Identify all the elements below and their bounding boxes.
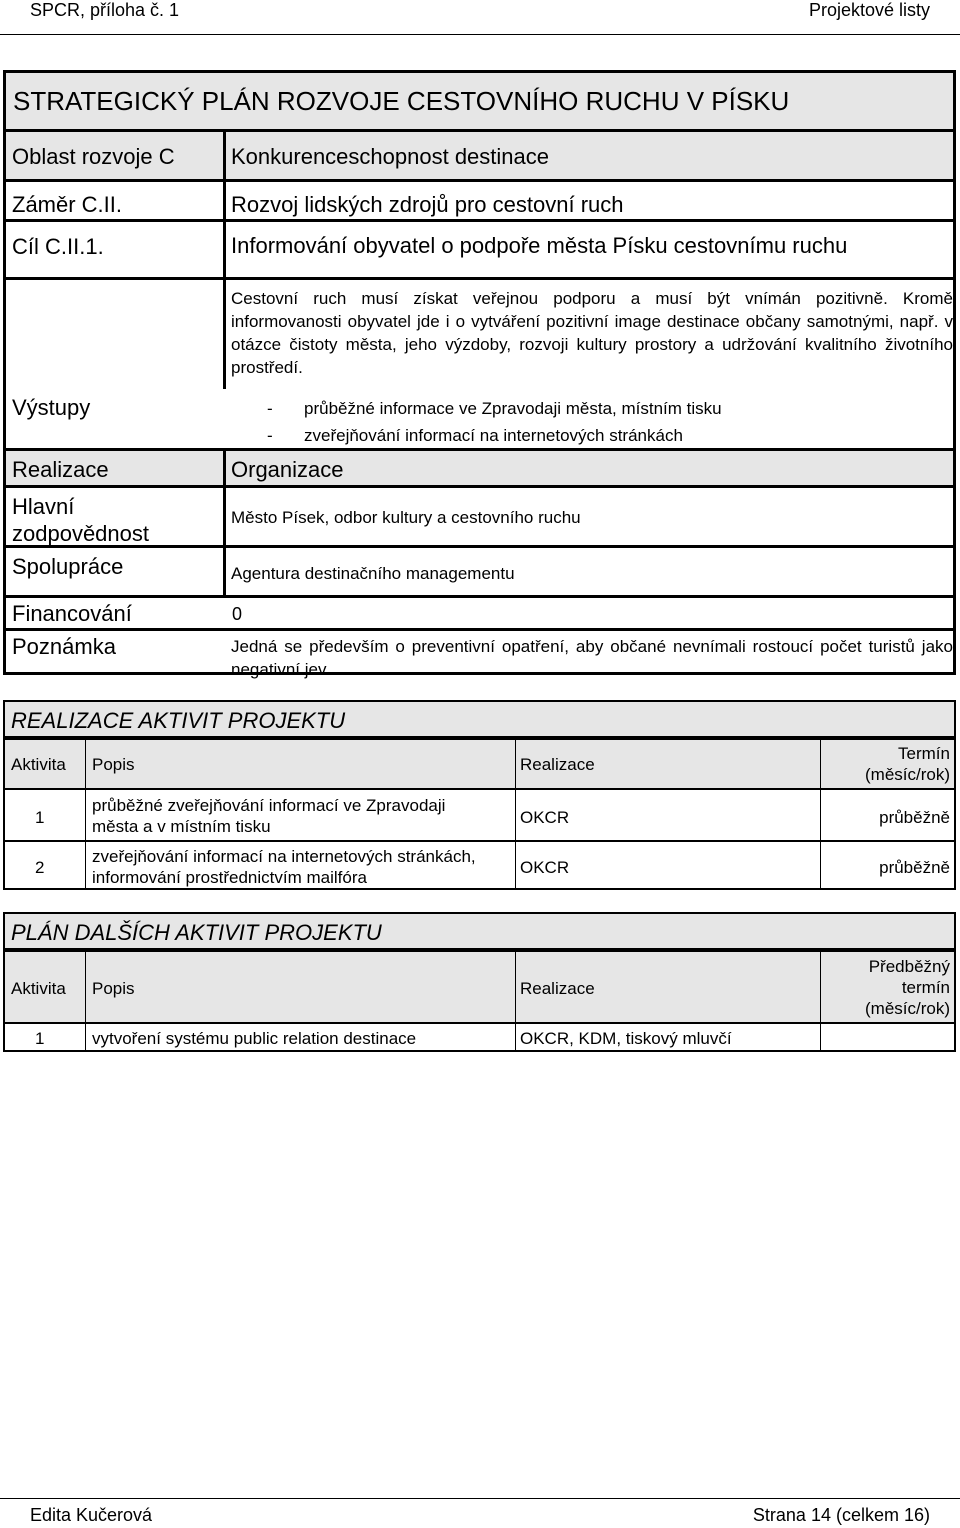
row-financovani xyxy=(6,595,953,631)
footer-rule xyxy=(0,1498,960,1499)
header-aktivita: Aktivita xyxy=(11,755,66,774)
realizace-value: Organizace xyxy=(231,457,344,482)
row-zamer xyxy=(6,179,953,222)
zamer-label: Záměr C.II. xyxy=(12,192,123,217)
poznamka-label: Poznámka xyxy=(12,634,116,659)
row-realizace xyxy=(6,448,953,488)
plan-title-bar xyxy=(6,73,953,132)
column-divider xyxy=(85,952,86,1050)
plan-aktivit-title-bar xyxy=(3,912,956,950)
column-divider xyxy=(85,740,86,888)
header-realizace: Realizace xyxy=(520,755,595,774)
header-right: Projektové listy xyxy=(808,0,930,20)
table-row xyxy=(5,790,954,840)
header-termin: Předběžný termín (měsíc/rok) xyxy=(865,957,950,1018)
oblast-label: Oblast rozvoje C xyxy=(12,144,175,169)
plan-aktivit-table xyxy=(3,950,956,1052)
footer-page-number: Strana 14 (celkem 16) xyxy=(752,1505,930,1525)
row-popis: průběžné zveřejňování informací ve Zpravodaji města a v místním tisku xyxy=(92,796,446,836)
realizace-label: Realizace xyxy=(12,457,109,482)
vystupy-item: - zveřejňování informací na internetových stránkách xyxy=(267,426,683,445)
column-divider xyxy=(515,952,516,1050)
row-spoluprace xyxy=(6,545,953,598)
column-divider xyxy=(223,448,226,595)
row-realizace: OKCR xyxy=(520,858,570,877)
vystupy-list xyxy=(267,395,722,449)
row-hlavni-zodpovednost xyxy=(6,485,953,548)
row-vystupy xyxy=(6,389,953,445)
header-popis: Popis xyxy=(92,755,135,774)
spoluprace-label: Spolupráce xyxy=(12,554,124,579)
vystupy-label: Výstupy xyxy=(12,395,91,420)
row-poznamka xyxy=(6,628,953,678)
plan-title: STRATEGICKÝ PLÁN ROZVOJE CESTOVNÍHO RUCHU V PÍSKU xyxy=(13,86,790,116)
row-cil-description xyxy=(6,277,953,392)
column-divider xyxy=(820,952,821,1050)
vystupy-item: - průběžné informace ve Zpravodaji města, místním tisku xyxy=(267,399,722,418)
realizace-aktivit-title-bar xyxy=(3,700,956,738)
oblast-value: Konkurenceschopnost destinace xyxy=(231,144,549,169)
hlavni-value: Město Písek, odbor kultury a cestovního ruchu xyxy=(231,508,581,527)
financovani-label: Financování xyxy=(12,601,132,626)
row-realizace: OKCR, KDM, tiskový mluvčí xyxy=(520,1029,732,1048)
header-termin: Termín (měsíc/rok) xyxy=(865,744,950,784)
cil-description: Cestovní ruch musí získat veřejnou podporu a musí být vnímán pozitivně. Kromě informovanosti obyvatel jde i o vytváření pozitivní image destinace občany samotnými, např. v otázce čistoty města, jeho výzdoby, rozvoji kultury prostory a udržování kvalitního životního prostředí. xyxy=(231,289,953,377)
column-divider xyxy=(223,132,226,389)
realizace-aktivit-table xyxy=(3,738,956,890)
header-realizace: Realizace xyxy=(520,979,595,998)
table-row xyxy=(5,1024,954,1052)
header-popis: Popis xyxy=(92,979,135,998)
row-realizace: OKCR xyxy=(520,808,570,827)
zamer-value: Rozvoj lidských zdrojů pro cestovní ruch xyxy=(231,192,624,217)
hlavni-label: Hlavní zodpovědnost xyxy=(12,494,149,546)
plan-aktivit-title: PLÁN DALŠÍCH AKTIVIT PROJEKTU xyxy=(11,920,382,945)
row-popis: vytvoření systému public relation destinace xyxy=(92,1029,417,1048)
spoluprace-value: Agentura destinačního managementu xyxy=(231,564,515,583)
header-aktivita: Aktivita xyxy=(11,979,66,998)
column-divider xyxy=(820,740,821,888)
header-rule xyxy=(0,34,960,35)
realizace-aktivit-title: REALIZACE AKTIVIT PROJEKTU xyxy=(11,708,346,733)
row-num: 1 xyxy=(35,1029,45,1048)
row-termin: průběžně xyxy=(879,808,950,827)
footer-author: Edita Kučerová xyxy=(30,1505,153,1525)
strategic-plan-table xyxy=(3,70,956,679)
cil-value: Informování obyvatel o podpoře města Písku cestovnímu ruchu xyxy=(231,233,848,258)
row-num: 1 xyxy=(35,808,45,827)
row-popis: zveřejňování informací na internetových stránkách, informování prostřednictvím mailfóra xyxy=(92,847,476,887)
row-num: 2 xyxy=(35,858,45,877)
row-oblast xyxy=(6,132,953,179)
column-divider xyxy=(515,740,516,888)
table-header-row xyxy=(5,740,954,788)
table-row xyxy=(5,842,954,890)
row-cil xyxy=(6,219,953,280)
row-termin: průběžně xyxy=(879,858,950,877)
poznamka-value: Jedná se především o preventivní opatření, aby občané nevnímali rostoucí počet turistů jako negativní jev. xyxy=(231,637,953,679)
table-header-row xyxy=(5,952,954,1022)
header-left: SPCR, příloha č. 1 xyxy=(30,0,180,20)
financovani-value: 0 xyxy=(232,604,243,624)
cil-label: Cíl C.II.1. xyxy=(12,234,104,259)
